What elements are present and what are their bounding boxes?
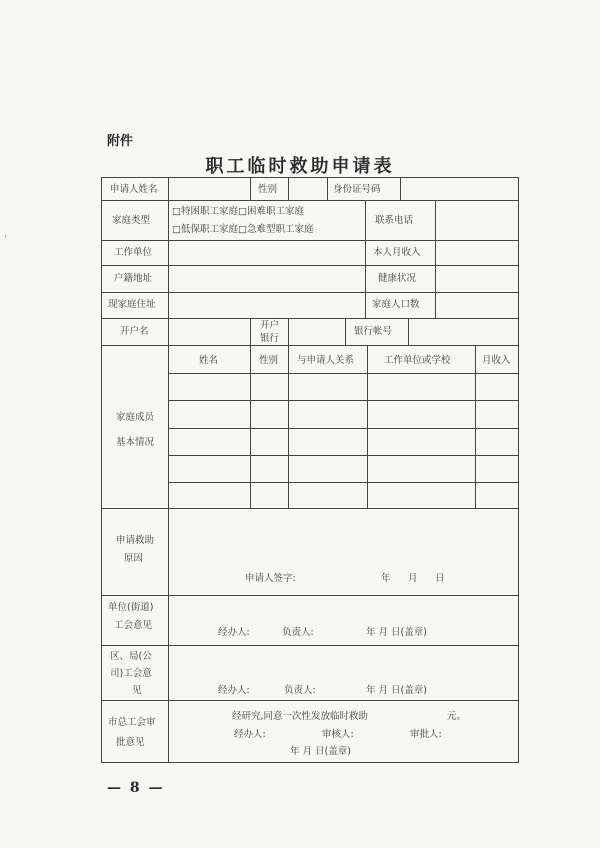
column-divider: [345, 318, 346, 345]
column-divider: [250, 318, 251, 345]
table-border-bottom: [101, 762, 519, 763]
member-column-divider: [288, 345, 289, 508]
row-divider: [101, 645, 519, 646]
column-divider: [435, 200, 436, 318]
work-unit-label: 工作单位: [114, 247, 153, 258]
row-divider: [101, 345, 519, 346]
family-type-options-line1: □特困职工家庭□困难职工家庭: [172, 206, 304, 217]
family-type-label: 家庭类型: [112, 215, 151, 226]
city-approver-label: 审批人:: [410, 729, 442, 740]
attachment-label: 附件: [107, 134, 134, 149]
district-date-seal: 年 月 日(盖章): [366, 685, 427, 696]
margin-mark: ·: [4, 232, 8, 243]
row-divider: [101, 292, 519, 293]
column-divider: [288, 318, 289, 345]
member-header-name: 姓名: [199, 355, 219, 366]
union-opinion-label-line1: 单位(街道): [108, 602, 154, 613]
bank-label-line2: 银行: [260, 333, 280, 344]
member-column-divider: [250, 345, 251, 508]
row-divider: [101, 595, 519, 596]
row-divider: [101, 508, 519, 509]
union-date-seal: 年 月 日(盖章): [366, 627, 427, 638]
column-divider: [327, 177, 328, 200]
member-row-divider: [168, 455, 519, 456]
city-date-seal: 年 月 日(盖章): [290, 746, 351, 757]
member-column-divider: [367, 345, 368, 508]
label-column-divider: [168, 177, 169, 763]
district-opinion-label-line1: 区、局(公: [110, 651, 152, 662]
reason-label-line1: 申请救助: [116, 535, 155, 546]
member-row-divider: [168, 482, 519, 483]
page-number: — 8 —: [107, 780, 165, 796]
current-address-label: 现家庭住址: [108, 299, 156, 310]
member-header-divider: [168, 373, 519, 374]
city-approved-text: 经研究,同意一次性发放临时救助: [232, 711, 369, 722]
row-divider: [101, 318, 519, 319]
reason-month-label: 月: [408, 573, 418, 584]
row-divider: [101, 265, 519, 266]
column-divider: [408, 318, 409, 345]
reason-year-label: 年: [381, 573, 391, 584]
bank-account-label: 银行帐号: [354, 326, 393, 337]
reason-label-line2: 原因: [124, 553, 144, 564]
reason-day-label: 日: [435, 573, 445, 584]
district-handler-label: 经办人:: [218, 685, 250, 696]
city-opinion-label-line2: 批意见: [116, 737, 145, 748]
row-divider: [101, 700, 519, 701]
member-column-divider: [475, 345, 476, 508]
city-handler-label: 经办人:: [234, 729, 266, 740]
district-responsible-label: 负责人:: [284, 685, 316, 696]
monthly-income-label: 本人月收入: [373, 247, 421, 258]
row-divider: [101, 240, 519, 241]
district-opinion-label-line3: 见: [132, 685, 142, 696]
bank-label-line1: 开户: [260, 320, 280, 331]
column-divider: [365, 200, 366, 318]
members-label-line2: 基本情况: [116, 437, 155, 448]
column-divider: [400, 177, 401, 200]
member-row-divider: [168, 400, 519, 401]
city-opinion-label-line1: 市总工会审: [108, 717, 156, 728]
city-approved-unit: 元。: [447, 711, 467, 722]
applicant-signature-label: 申请人签字:: [245, 573, 296, 584]
column-divider: [288, 177, 289, 200]
account-name-label: 开户名: [120, 326, 149, 337]
row-divider: [101, 200, 519, 201]
table-border-left: [101, 177, 102, 763]
applicant-name-label: 申请人姓名: [110, 184, 158, 195]
form-title: 职工临时救助申请表: [205, 156, 395, 177]
member-header-relation: 与申请人关系: [297, 355, 355, 366]
union-responsible-label: 负责人:: [282, 627, 314, 638]
table-border-right: [518, 177, 519, 763]
contact-phone-label: 联系电话: [375, 215, 414, 226]
gender-label: 性别: [258, 184, 278, 195]
union-opinion-label-line2: 工会意见: [114, 620, 153, 631]
household-address-label: 户籍地址: [114, 273, 153, 284]
column-divider: [250, 177, 251, 200]
member-header-workplace: 工作单位或学校: [384, 355, 451, 366]
union-handler-label: 经办人:: [218, 627, 250, 638]
district-opinion-label-line2: 司)工会意: [110, 668, 152, 679]
id-number-label: 身份证号码: [333, 184, 381, 195]
member-header-gender: 性别: [259, 355, 279, 366]
city-reviewer-label: 审核人:: [322, 729, 354, 740]
members-label-line1: 家庭成员: [116, 412, 155, 423]
family-size-label: 家庭人口数: [372, 299, 420, 310]
health-status-label: 健康状况: [378, 273, 417, 284]
member-header-income: 月收入: [482, 355, 511, 366]
table-border-top: [101, 177, 519, 178]
family-type-options-line2: □低保职工家庭□急难型职工家庭: [172, 224, 314, 235]
member-row-divider: [168, 428, 519, 429]
